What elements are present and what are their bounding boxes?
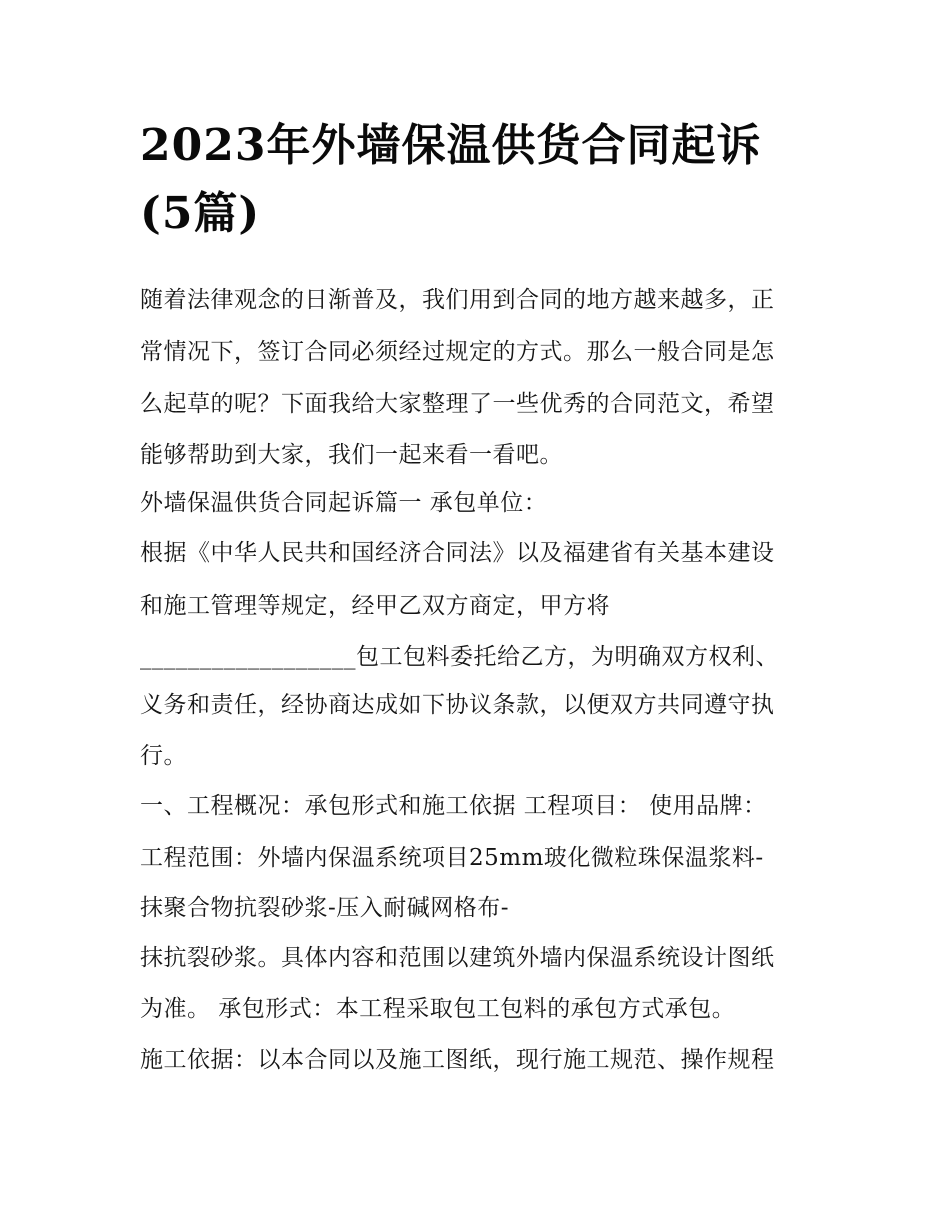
body-line: 根据《中华人民共和国经济合同法》以及福建省有关基本建设 <box>140 540 775 566</box>
document-title <box>140 112 820 248</box>
body-line: __________________包工包料委托给乙方，为明确双方权利、 <box>140 644 779 670</box>
body-line: 抹聚合物抗裂砂浆-压入耐碱网格布- <box>140 895 510 921</box>
title-line-1: 2023年外墙保温供货合同起诉 <box>140 120 762 171</box>
body-line: 工程范围：外墙内保温系统项目25mm玻化微粒珠保温浆料- <box>140 845 764 871</box>
body-line: 能够帮助到大家，我们一起来看一看吧。 <box>140 442 563 468</box>
body-line: 义务和责任，经协商达成如下协议条款，以便双方共同遵守执 <box>140 692 775 718</box>
body-line: 施工依据：以本合同以及施工图纸，现行施工规范、操作规程 <box>140 1047 775 1073</box>
body-line: 随着法律观念的日渐普及，我们用到合同的地方越来越多，正 <box>140 287 775 313</box>
body-line: 抹抗裂砂浆。具体内容和范围以建筑外墙内保温系统设计图纸 <box>140 945 775 971</box>
body-line: 为准。 承包形式：本工程采取包工包料的承包方式承包。 <box>140 996 736 1022</box>
body-line: 常情况下，签订合同必须经过规定的方式。那么一般合同是怎 <box>140 339 775 365</box>
section-heading: 外墙保温供货合同起诉篇一 承包单位： <box>140 490 548 516</box>
body-line: 么起草的呢？下面我给大家整理了一些优秀的合同范文，希望 <box>140 391 775 417</box>
body-line: 行。 <box>140 743 187 769</box>
body-line: 和施工管理等规定，经甲乙双方商定，甲方将 <box>140 593 610 619</box>
section-line: 一、工程概况：承包形式和施工依据 工程项目： 使用品牌： <box>140 793 767 819</box>
title-line-2: (5篇) <box>140 188 261 239</box>
